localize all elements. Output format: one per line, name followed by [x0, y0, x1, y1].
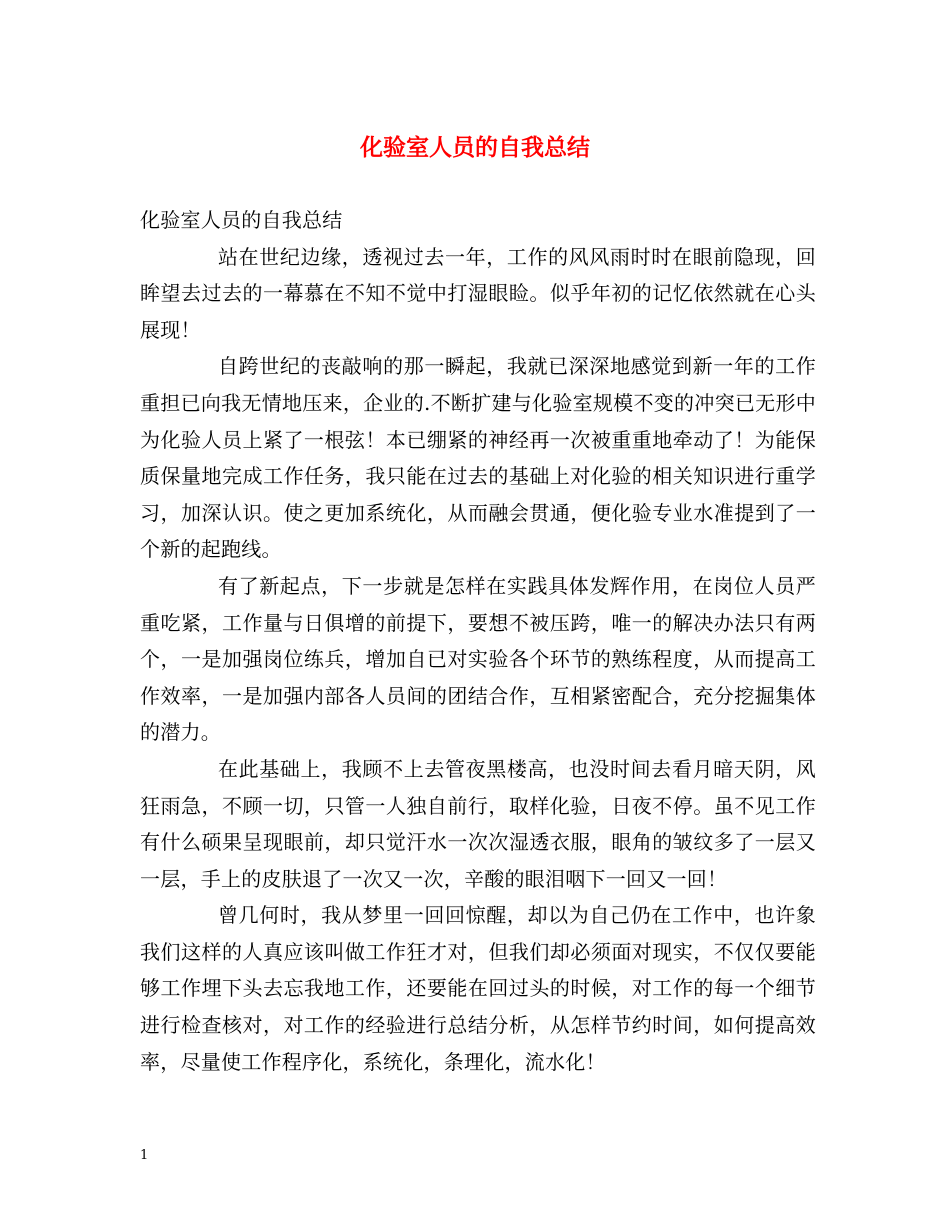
body-heading: 化验室人员的自我总结 [140, 208, 343, 232]
document-body [140, 202, 816, 1080]
paragraph-4: 在此基础上，我顾不上去管夜黑楼高，也没时间去看月暗天阴，风狂雨急，不顾一切，只管一人独自前行，取样化验，日夜不停。虽不见工作有什么硕果呈现眼前，却只觉汗水一次次湿透衣服，眼角的皱纹多了一层又一层，手上的皮肤退了一次又一次，辛酸的眼泪咽下一回又一回！ [140, 756, 816, 891]
page-number: 1 [140, 1148, 149, 1163]
paragraph-5: 曾几何时，我从梦里一回回惊醒，却以为自己仍在工作中，也许象我们这样的人真应该叫做工作狂才对，但我们却必须面对现实，不仅仅要能够工作埋下头去忘我地工作，还要能在回过头的时候，对工作的每一个细节进行检查核对，对工作的经验进行总结分析，从怎样节约时间，如何提高效率，尽量使工作程序化，系统化，条理化，流水化！ [140, 903, 816, 1074]
paragraph-3: 有了新起点，下一步就是怎样在实践具体发辉作用，在岗位人员严重吃紧，工作量与日俱增的前提下，要想不被压跨，唯一的解决办法只有两个，一是加强岗位练兵，增加自已对实验各个环节的熟练程度，从而提高工作效率，一是加强内部各人员间的团结合作，互相紧密配合，充分挖掘集体的潜力。 [140, 573, 816, 745]
paragraph-1: 站在世纪边缘，透视过去一年，工作的风风雨时时在眼前隐现，回眸望去过去的一幕慕在不知不觉中打湿眼睑。似乎年初的记忆依然就在心头展现！ [140, 244, 816, 342]
document-title: 化验室人员的自我总结 [360, 134, 590, 161]
paragraph-2: 自跨世纪的丧敲响的那一瞬起，我就已深深地感觉到新一年的工作重担已向我无情地压来，企业的.不断扩建与化验室规模不变的冲突已无形中为化验人员上紧了一根弦！本已绷紧的神经再一次被重重地牵动了！为能保质保量地完成工作任务，我只能在过去的基础上对化验的相关知识进行重学习，加深认识。使之更加系统化，从而融会贯通，便化验专业水准提到了一个新的起跑线。 [140, 354, 816, 562]
